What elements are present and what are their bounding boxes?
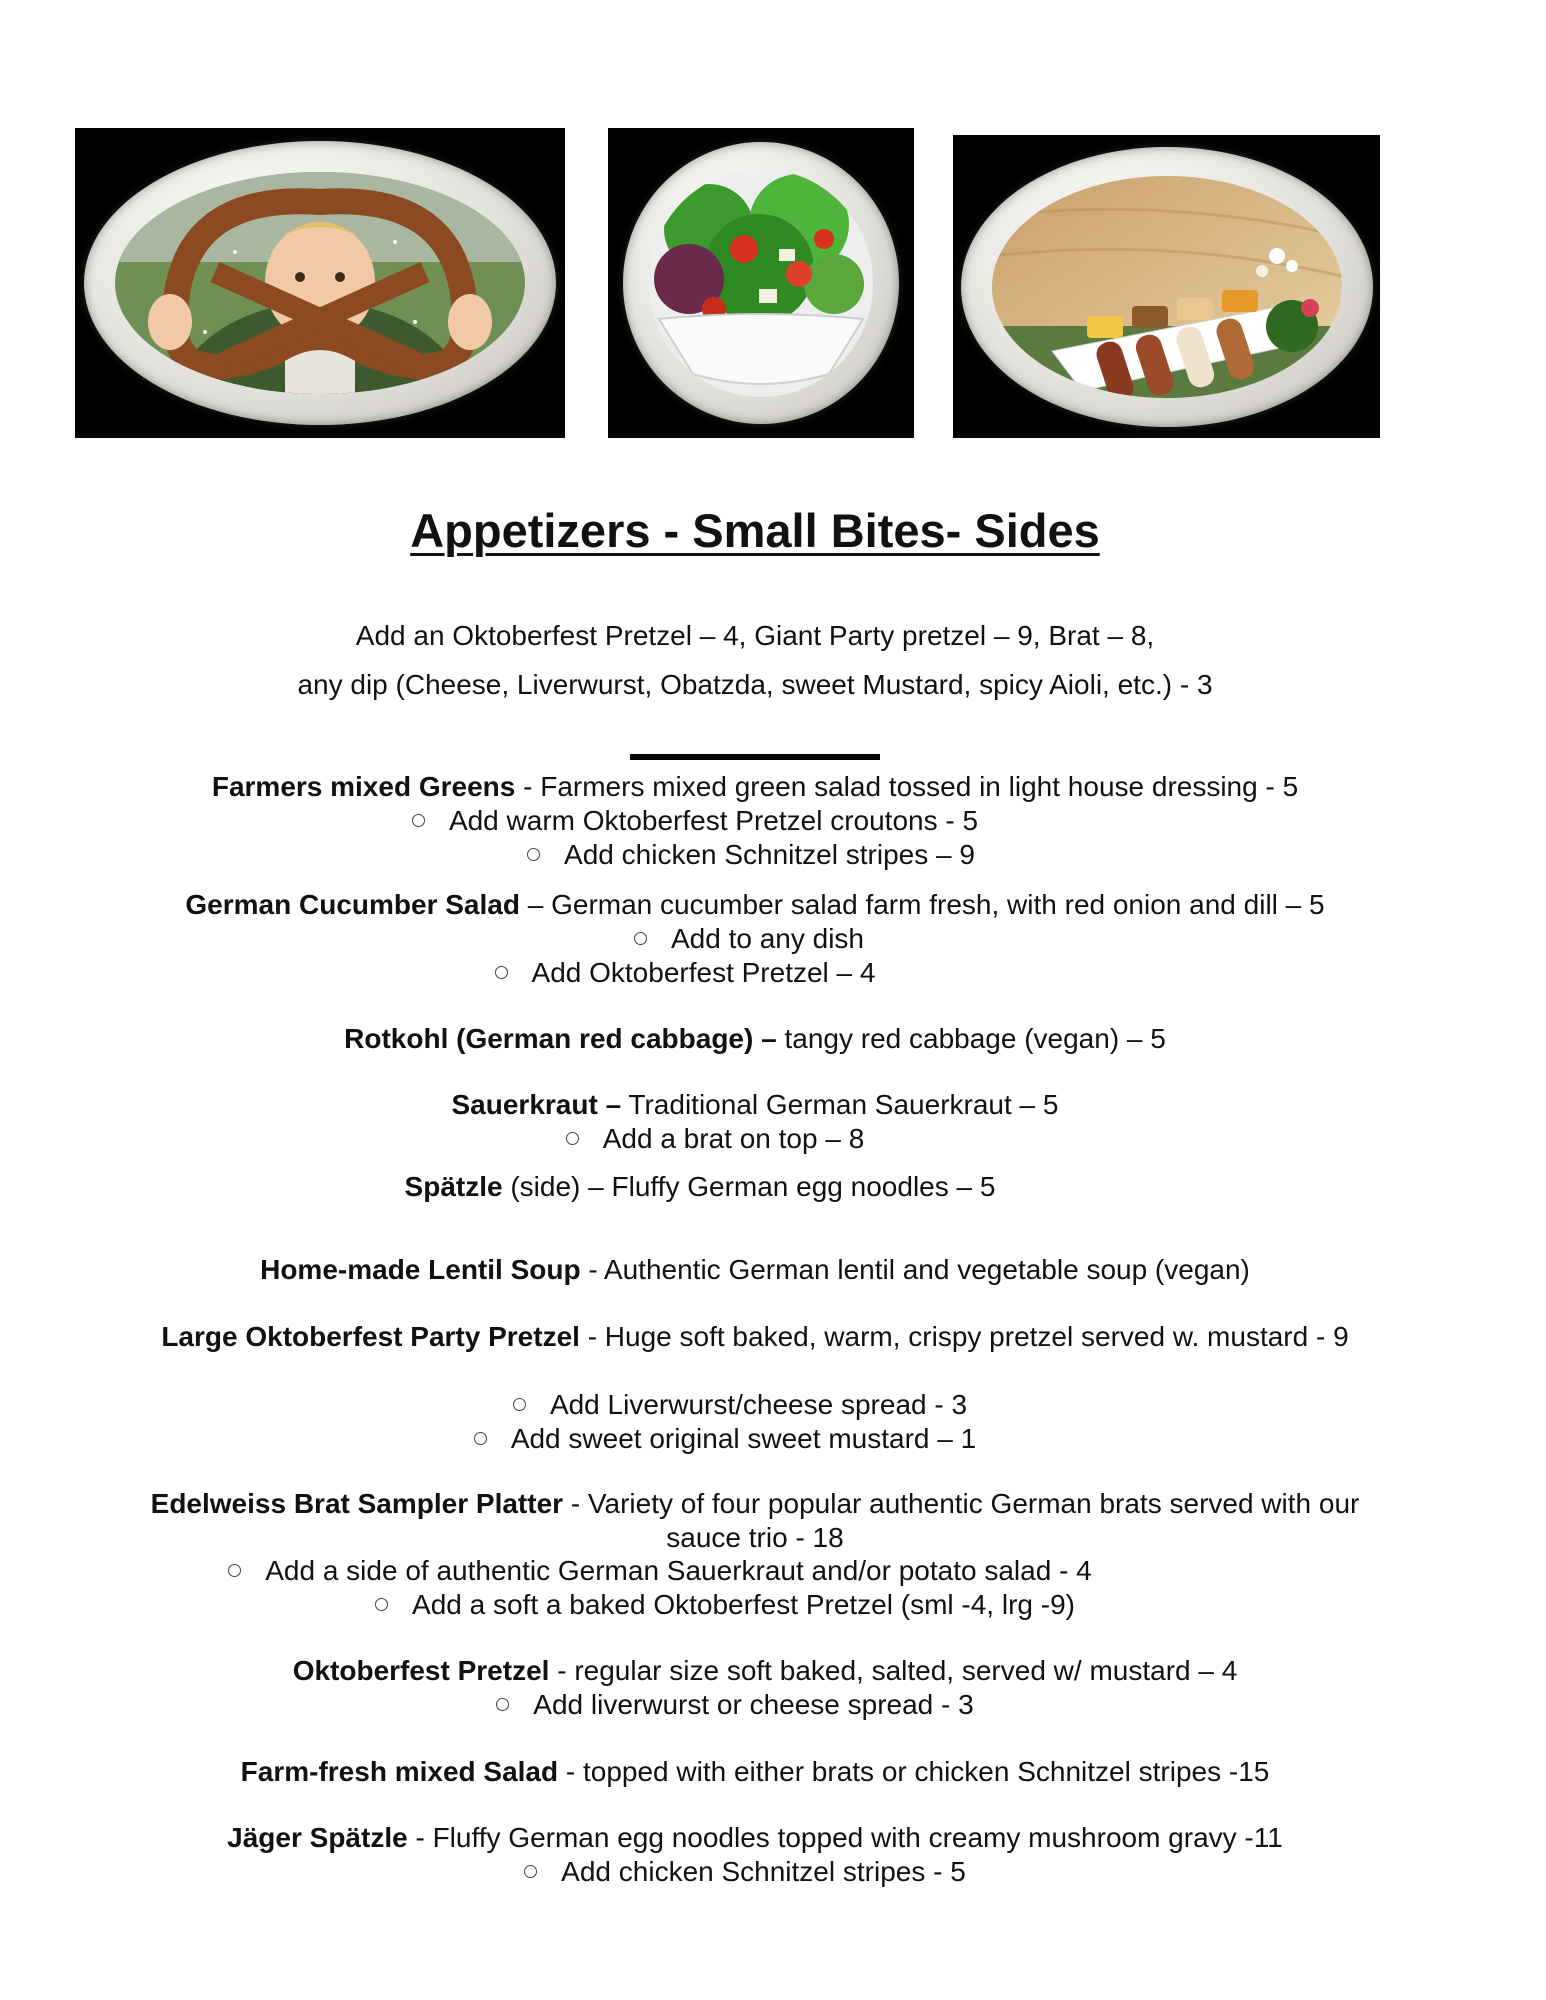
menu-addon xyxy=(0,1688,1490,1722)
item-description: – German cucumber salad farm fresh, with red onion and dill – 5 xyxy=(519,889,1325,920)
menu-item xyxy=(0,1821,1510,1855)
menu-item xyxy=(135,1487,1375,1555)
bullet-icon xyxy=(513,1398,526,1411)
addon-text: Add warm Oktoberfest Pretzel croutons - 5 xyxy=(448,805,979,836)
item-description: - Variety of four popular authentic German brats served with our sauce trio - 18 xyxy=(563,1488,1360,1553)
menu-item xyxy=(0,1170,1455,1204)
menu-addon xyxy=(0,1855,1500,1889)
sausage-platter-photo xyxy=(953,135,1380,438)
addon-text: Add liverwurst or cheese spread - 3 xyxy=(533,1689,974,1720)
bullet-icon xyxy=(634,932,647,945)
intro-line-2: any dip (Cheese, Liverwurst, Obatzda, sweet Mustard, spicy Aioli, etc.) - 3 xyxy=(297,669,1213,700)
addon-text: Add Liverwurst/cheese spread - 3 xyxy=(549,1389,968,1420)
menu-item xyxy=(0,1022,1510,1056)
item-name: Farm-fresh mixed Salad xyxy=(240,1756,559,1787)
item-description: - Farmers mixed green salad tossed in light house dressing - 5 xyxy=(515,771,1299,802)
item-description: - Authentic German lentil and vegetable soup (vegan) xyxy=(580,1254,1250,1285)
page-title: Appetizers - Small Bites- Sides xyxy=(410,504,1100,557)
pretzel-child-icon xyxy=(115,172,525,394)
item-name: Farmers mixed Greens xyxy=(211,771,516,802)
pretzel-child-photo xyxy=(75,128,565,438)
item-name: Sauerkraut – xyxy=(451,1089,622,1120)
divider xyxy=(630,754,880,760)
addon-text: Add sweet original sweet mustard – 1 xyxy=(510,1423,977,1454)
addon-text: Add a brat on top – 8 xyxy=(602,1123,865,1154)
bullet-icon xyxy=(228,1564,241,1577)
menu-item xyxy=(0,888,1510,922)
item-name: Rotkohl (German red cabbage) – xyxy=(344,1023,777,1054)
menu-item xyxy=(140,1320,1370,1354)
item-description: - topped with either brats or chicken Schnitzel stripes -15 xyxy=(558,1756,1270,1787)
item-description: - Fluffy German egg noodles topped with creamy mushroom gravy -11 xyxy=(407,1822,1283,1853)
item-description: Traditional German Sauerkraut – 5 xyxy=(621,1089,1059,1120)
addon-text: Add a soft a baked Oktoberfest Pretzel (sml -4, lrg -9) xyxy=(412,1589,1075,1620)
menu-item xyxy=(0,770,1510,804)
item-name: Edelweiss Brat Sampler Platter xyxy=(150,1488,564,1519)
bullet-icon xyxy=(566,1132,579,1145)
menu-item xyxy=(0,1088,1510,1122)
menu-addon xyxy=(0,1588,1480,1622)
addon-text: Add chicken Schnitzel stripes – 9 xyxy=(564,839,975,870)
menu-addon xyxy=(0,804,1450,838)
bullet-icon xyxy=(527,848,540,861)
menu-addon xyxy=(0,1422,1480,1456)
addon-text: Add to any dish xyxy=(670,923,865,954)
bullet-icon xyxy=(524,1865,537,1878)
menu-addon xyxy=(0,1388,1495,1422)
addon-text: Add a side of authentic German Sauerkraut and/or potato salad - 4 xyxy=(265,1555,1092,1586)
menu-addon xyxy=(0,1554,1415,1588)
menu-addon xyxy=(0,1122,1470,1156)
item-name: Spätzle xyxy=(404,1171,503,1202)
addon-text: Add chicken Schnitzel stripes - 5 xyxy=(561,1856,966,1887)
item-description: - Huge soft baked, warm, crispy pretzel served w. mustard - 9 xyxy=(579,1321,1349,1352)
addon-text: Add Oktoberfest Pretzel – 4 xyxy=(531,957,876,988)
menu-item xyxy=(10,1654,1520,1688)
item-description: (side) – Fluffy German egg noodles – 5 xyxy=(502,1171,996,1202)
sausage-platter-icon xyxy=(992,176,1342,398)
item-description: - regular size soft baked, salted, served w/ mustard – 4 xyxy=(549,1655,1238,1686)
item-name: Large Oktoberfest Party Pretzel xyxy=(161,1321,580,1352)
item-description: tangy red cabbage (vegan) – 5 xyxy=(776,1023,1166,1054)
menu-item xyxy=(0,1253,1510,1287)
menu-addon xyxy=(0,838,1506,872)
bullet-icon xyxy=(496,1698,509,1711)
item-name: Jäger Spätzle xyxy=(227,1822,408,1853)
salad-bowl-photo xyxy=(608,128,914,438)
salad-bowl-icon xyxy=(649,169,873,397)
menu-addon xyxy=(0,956,1440,990)
item-name: German Cucumber Salad xyxy=(185,889,520,920)
intro-line-1: Add an Oktoberfest Pretzel – 4, Giant Party pretzel – 9, Brat – 8, xyxy=(355,620,1155,651)
bullet-icon xyxy=(495,966,508,979)
menu-item xyxy=(0,1755,1510,1789)
item-name: Home-made Lentil Soup xyxy=(260,1254,581,1285)
bullet-icon xyxy=(375,1598,388,1611)
item-name: Oktoberfest Pretzel xyxy=(292,1655,550,1686)
bullet-icon xyxy=(412,814,425,827)
bullet-icon xyxy=(474,1432,487,1445)
menu-addon xyxy=(0,922,1504,956)
